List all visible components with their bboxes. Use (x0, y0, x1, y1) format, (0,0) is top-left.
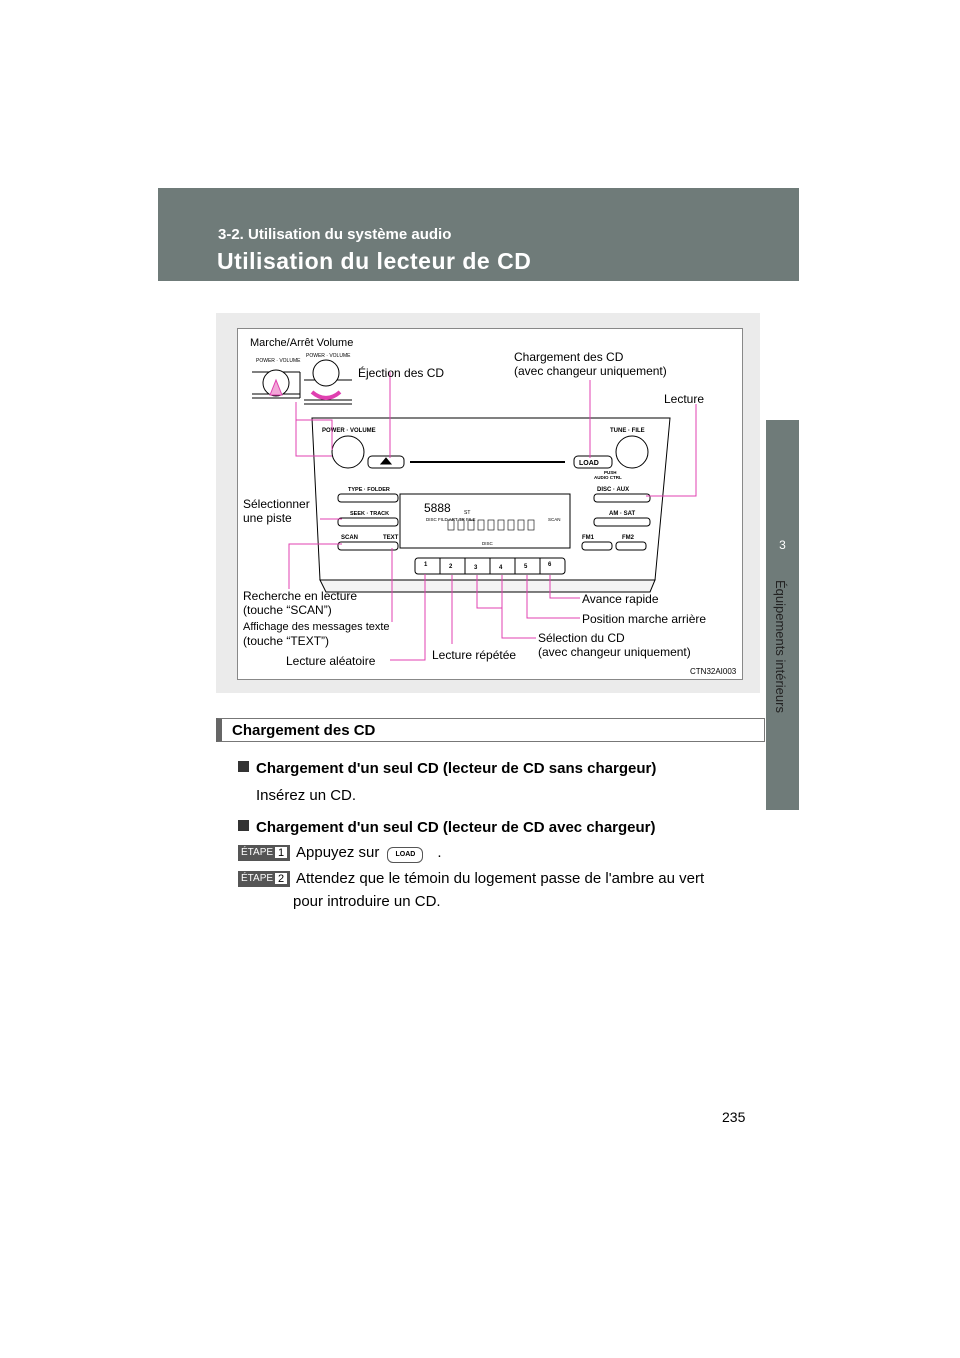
subheading-with-changer (238, 819, 656, 836)
label-load-line2: (avec changeur uniquement) (514, 364, 667, 378)
label-power-volume: Marche/Arrêt Volume (250, 337, 354, 349)
subheading-no-changer (238, 760, 656, 777)
step-1-text (296, 844, 442, 863)
square-bullet-icon (238, 761, 249, 772)
label-fast-forward: Avance rapide (582, 592, 659, 606)
display-disc: DISC (482, 541, 493, 546)
label-repeat: Lecture répétée (432, 648, 517, 662)
section-number: 3-2. Utilisation du système audio (218, 226, 452, 243)
label-select-line1: Sélectionner (243, 497, 310, 511)
label-random: Lecture aléatoire (286, 654, 376, 668)
step-number: 1 (274, 846, 288, 859)
device-disc-aux: DISC · AUX (597, 487, 630, 493)
display-st: ST (464, 510, 471, 516)
device-text: TEXT (383, 535, 399, 541)
inset-power-label-1: POWER · VOLUME (256, 358, 301, 364)
label-load-line1: Chargement des CD (514, 350, 624, 364)
device-seek-track: SEEK · TRACK (350, 511, 390, 517)
section-heading (216, 718, 765, 742)
label-rewind: Position marche arrière (582, 612, 707, 626)
page-title: Utilisation du lecteur de CD (217, 248, 532, 274)
square-bullet-icon (238, 820, 249, 831)
step-1-post: . (437, 844, 442, 861)
device-fm1: FM1 (582, 535, 594, 541)
subheading-with-changer-text: Chargement d'un seul CD (lecteur de CD avec chargeur) (256, 819, 656, 836)
display-main: 5888 (424, 501, 451, 515)
device-power-volume: POWER · VOLUME (322, 428, 376, 434)
label-play: Lecture (664, 392, 705, 406)
display-scan: SCAN (548, 517, 561, 522)
device-type-folder: TYPE · FOLDER (348, 487, 390, 493)
step-label: ÉTAPE (241, 873, 274, 884)
page-number: 235 (722, 1109, 746, 1125)
device-scan: SCAN (341, 535, 359, 541)
label-text-line2: (touche “TEXT”) (243, 634, 330, 648)
label-scan-line2: (touche “SCAN”) (243, 603, 332, 617)
step-number: 2 (274, 872, 288, 885)
device-audio-ctrl: AUDIO CTRL (594, 475, 622, 480)
preset-4: 4 (499, 565, 503, 571)
label-select-line2: une piste (243, 511, 292, 525)
device-tune-file: TUNE · FILE (610, 428, 645, 434)
device-load-button: LOAD (579, 460, 599, 467)
label-scan-line1: Recherche en lecture (243, 589, 358, 603)
preset-1: 1 (424, 562, 428, 568)
device-fm2: FM2 (622, 535, 634, 541)
label-eject: Éjection des CD (358, 366, 445, 380)
chapter-label: Équipements intérieurs (773, 580, 788, 713)
preset-6: 6 (548, 562, 552, 568)
display-row: DISC FILD ART TR FILE (426, 517, 476, 522)
step-1-badge (238, 845, 290, 861)
label-text-line1: Affichage des messages texte (243, 621, 390, 633)
label-disc-line1: Sélection du CD (538, 631, 625, 645)
step-2-line2: pour introduire un CD. (293, 893, 441, 910)
preset-3: 3 (474, 565, 478, 571)
preset-5: 5 (524, 564, 528, 570)
instruction-insert-cd: Insérez un CD. (256, 787, 357, 804)
subheading-no-changer-text: Chargement d'un seul CD (lecteur de CD sans chargeur) (256, 760, 657, 777)
power-volume-inset (252, 360, 352, 404)
preset-2: 2 (449, 564, 453, 570)
device-am-sat: AM · SAT (609, 511, 636, 517)
step-1-pre: Appuyez sur (296, 844, 380, 861)
figure-code: CTN32AI003 (690, 667, 737, 676)
load-button-icon: LOAD (387, 847, 423, 863)
chapter-number: 3 (779, 538, 786, 552)
label-disc-line2: (avec changeur uniquement) (538, 645, 691, 659)
step-2-line1: Attendez que le témoin du logement passe de l'ambre au vert (296, 870, 705, 887)
step-label: ÉTAPE (241, 847, 274, 858)
radio-face (312, 418, 670, 592)
inset-power-label-2: POWER · VOLUME (306, 353, 351, 359)
section-heading-text: Chargement des CD (232, 722, 376, 739)
device-push: PUSH (604, 470, 617, 475)
step-2-badge (238, 871, 290, 887)
